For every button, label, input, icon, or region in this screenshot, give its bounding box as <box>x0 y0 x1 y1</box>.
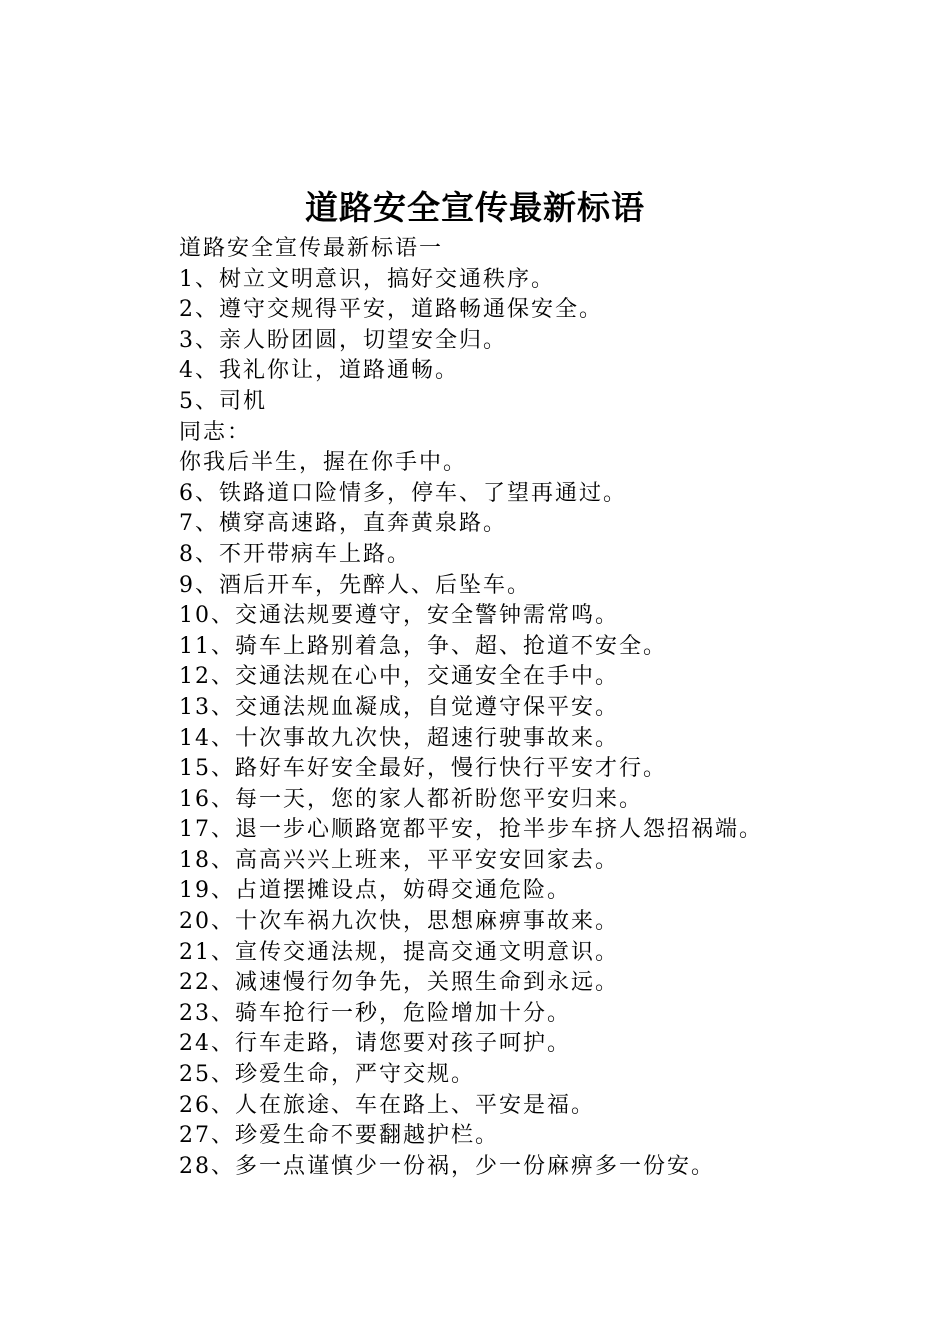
body-line: 13、交通法规血凝成，自觉遵守保平安。 <box>179 694 619 720</box>
body-line: 18、高高兴兴上班来，平平安安回家去。 <box>179 847 619 873</box>
document-title: 道路安全宣传最新标语 <box>305 188 645 227</box>
body-line: 26、人在旅途、车在路上、平安是福。 <box>179 1092 595 1118</box>
body-line: 16、每一天，您的家人都祈盼您平安归来。 <box>179 786 643 812</box>
body-line: 17、退一步心顺路宽都平安，抢半步车挤人怨招祸端。 <box>179 817 763 843</box>
body-line: 21、宣传交通法规，提高交通文明意识。 <box>179 939 619 965</box>
body-line: 23、骑车抢行一秒，危险增加十分。 <box>179 1000 571 1026</box>
document-body <box>179 234 879 1213</box>
body-line: 24、行车走路，请您要对孩子呵护。 <box>179 1031 571 1057</box>
body-line: 19、占道摆摊设点，妨碍交通危险。 <box>179 878 571 904</box>
body-line: 1、树立文明意识，搞好交通秩序。 <box>179 266 555 292</box>
body-line: 你我后半生，握在你手中。 <box>179 450 468 476</box>
body-line: 22、减速慢行勿争先，关照生命到永远。 <box>179 970 619 996</box>
body-line <box>179 1182 879 1213</box>
body-line: 11、骑车上路别着急，争、超、抢道不安全。 <box>179 633 667 659</box>
body-line: 20、十次车祸九次快，思想麻痹事故来。 <box>179 909 619 935</box>
body-line: 28、多一点谨慎少一份祸，少一份麻痹多一份安。 <box>179 1153 715 1179</box>
body-line: 4、我礼你让，道路通畅。 <box>179 358 459 384</box>
body-line: 6、铁路道口险情多，停车、了望再通过。 <box>179 480 627 506</box>
body-line: 8、不开带病车上路。 <box>179 541 411 567</box>
body-line: 5、司机 <box>179 388 267 414</box>
body-line: 10、交通法规要遵守，安全警钟需常鸣。 <box>179 603 619 629</box>
body-line: 同志： <box>179 419 252 445</box>
body-line: 7、横穿高速路，直奔黄泉路。 <box>179 511 507 537</box>
body-line: 9、酒后开车，先醉人、后坠车。 <box>179 572 531 598</box>
body-line: 15、路好车好安全最好，慢行快行平安才行。 <box>179 756 667 782</box>
body-line: 2、遵守交规得平安，道路畅通保安全。 <box>179 297 603 323</box>
body-line: 12、交通法规在心中，交通安全在手中。 <box>179 664 619 690</box>
body-line: 14、十次事故九次快，超速行驶事故来。 <box>179 725 619 751</box>
body-line: 道路安全宣传最新标语一 <box>179 236 444 261</box>
body-line: 27、珍爱生命不要翻越护栏。 <box>179 1123 499 1149</box>
body-line: 3、亲人盼团圆，切望安全归。 <box>179 327 507 353</box>
body-line: 25、珍爱生命，严守交规。 <box>179 1062 475 1088</box>
